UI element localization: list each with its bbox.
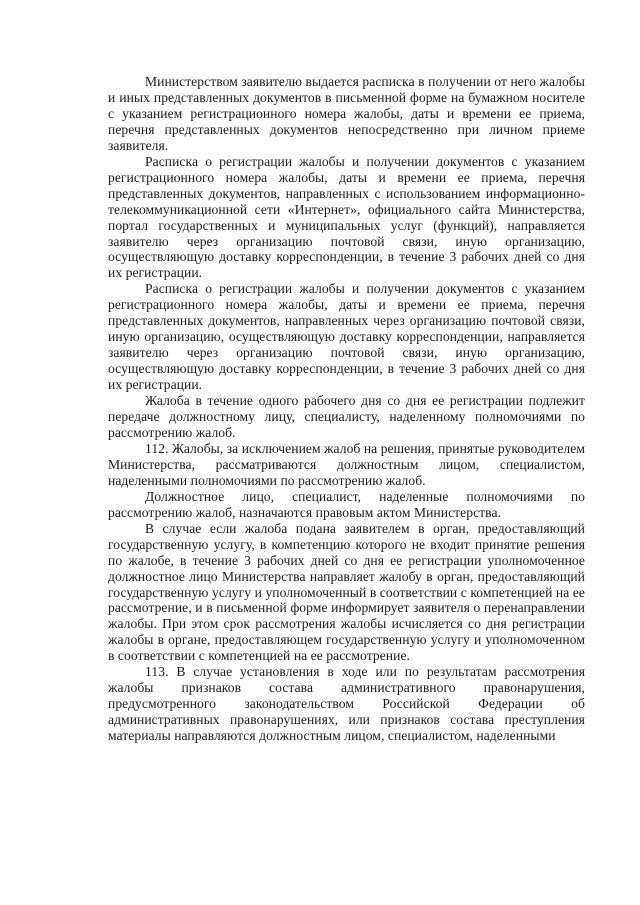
paragraph-appointment: Должностное лицо, специалист, наделенные полномочиями по рассмотрению жалоб, назначаются правовым актом Министерства. <box>108 488 585 520</box>
paragraph-receipt-postal: Расписка о регистрации жалобы и получении документов с указанием регистрационного номера жалобы, даты и времени ее приема, перечня представленных документов, направленных через организацию почтовой связи, иную организацию, осуществляющую доставку корреспонденции, направляется заявителю через организацию почтовой связи, иную организацию, осуществляющую доставку корреспонденции, в течение 3 рабочих дней со дня их регистрации. <box>108 281 585 393</box>
paragraph-transfer-to-official: Жалоба в течение одного рабочего дня со дня ее регистрации подлежит передаче должностному лицу, специалисту, наделенному полномочиями по рассмотрению жалоб. <box>108 393 585 440</box>
paragraph-112: 112. Жалобы, за исключением жалоб на решения, принятые руководителем Министерства, рассматриваются должностным лицом, специалистом, наделенными полномочиями по рассмотрению жалоб. <box>108 440 585 488</box>
paragraph-receipt-internet: Расписка о регистрации жалобы и получении документов с указанием регистрационного номера жалобы, даты и времени ее приема, перечня представленных документов, направленных с использованием информационно-телекоммуникационной сети «Интернет», официального сайта Министерства, портал государственных и муниципальных услуг (функций), направляется заявителю через организацию почтовой связи, иную организацию, осуществляющую доставку корреспонденции, в течение 3 рабочих дней со дня их регистрации. <box>108 153 585 281</box>
paragraph-receipt-personal: Министерством заявителю выдается расписка в получении от него жалобы и иных представленных документов в письменной форме на бумажном носителе с указанием регистрационного номера жалобы, даты и времени ее приема, перечня представленных документов непосредственно при личном приеме заявителя. <box>108 74 585 153</box>
paragraph-redirect-complaint: В случае если жалоба подана заявителем в орган, предоставляющий государственную услугу, в компетенцию которого не входит принятие решения по жалобе, в течение 3 рабочих дней со дня ее регистрации уполномоченное должностное лицо Министерства направляет жалобу в орган, предоставляющий государственную услугу и уполномоченный в соответствии с компетенцией на ее рассмотрение, и в письменной форме информирует заявителя о перенаправлении жалобы. При этом срок рассмотрения жалобы исчисляется со дня регистрации жалобы в органе, предоставляющем государственную услугу и уполномоченном в соответствии с компетенцией на ее рассмотрение. <box>108 520 585 664</box>
document-body <box>108 74 585 744</box>
paragraph-113: 113. В случае установления в ходе или по результатам рассмотрения жалобы признаков состава административного правонарушения, предусмотренного законодательством Российской Федерации об административных правонарушениях, или признаков состава преступления материалы направляются должностным лицом, специалистом, наделенными <box>108 664 585 744</box>
